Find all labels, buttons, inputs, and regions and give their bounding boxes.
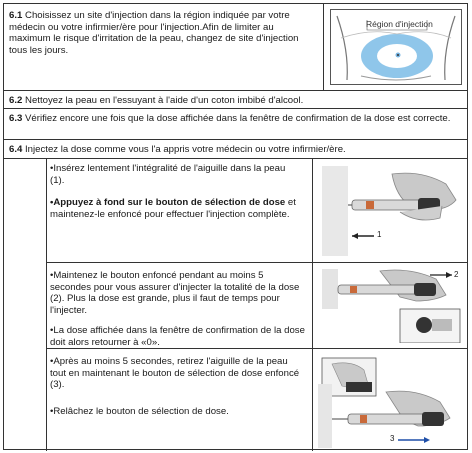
step-6-3-text: 6.3 Vérifiez encore une fois que la dose affichée dans la fenêtre de confirmation de la dose est correcte. <box>9 113 451 124</box>
block3-bullet-release: •Relâchez le bouton de sélection de dose. <box>50 406 229 417</box>
insert-needle-figure <box>322 166 462 256</box>
block1-bullet-insert: •Insérez lentement l'intégralité de l'aiguille dans la peau (1). <box>50 163 286 186</box>
remove-needle-figure <box>318 354 464 448</box>
step-number: 6.4 <box>9 144 23 155</box>
step-number: 6.3 <box>9 113 23 124</box>
instruction-table <box>3 3 468 450</box>
block1-bullet-press: •Appuyez à fond sur le bouton de sélection de dose et maintenez-le enfoncé pour effectuer l'injection complète. <box>50 197 296 220</box>
block2-bullet-hold: •Maintenez le bouton enfoncé pendant au moins 5 secondes pour vous assurer d'injecter la totalité de la dose (2). Plus la dose est grande, plus il faut de temps pour l'injecter. <box>50 270 300 317</box>
figure-label: Région d'injection <box>366 19 433 29</box>
arrow-label-2: 2 <box>454 270 459 279</box>
block2-bullet-dose-zero: •La dose affichée dans la fenêtre de confirmation de la dose doit alors retourner à «0». <box>50 325 305 348</box>
arrow-label-1: 1 <box>377 230 382 239</box>
step-number: 6.2 <box>9 95 23 106</box>
step-6-4-text: 6.4 Injectez la dose comme vous l'a appris votre médecin ou votre infirmier/ère. <box>9 144 346 155</box>
arrow-label-3: 3 <box>390 434 395 443</box>
hold-button-figure <box>320 267 462 343</box>
injection-region-figure <box>330 9 462 85</box>
step-number: 6.1 <box>9 10 23 21</box>
step-6-1-text: 6.1 Choisissez un site d'injection dans la région indiquée par votre médecin ou votre infirmier/ère pour l'injection.Afin de limiter au maximum le risque d'irritation de la peau, changez de site d'injection tous les jours. <box>9 10 299 57</box>
block3-bullet-remove: •Après au moins 5 secondes, retirez l'aiguille de la peau tout en maintenant le bouton de sélection de dose enfoncé (3). <box>50 356 300 391</box>
step-6-2-text: 6.2 Nettoyez la peau en l'essuyant à l'aide d'un coton imbibé d'alcool. <box>9 95 304 106</box>
